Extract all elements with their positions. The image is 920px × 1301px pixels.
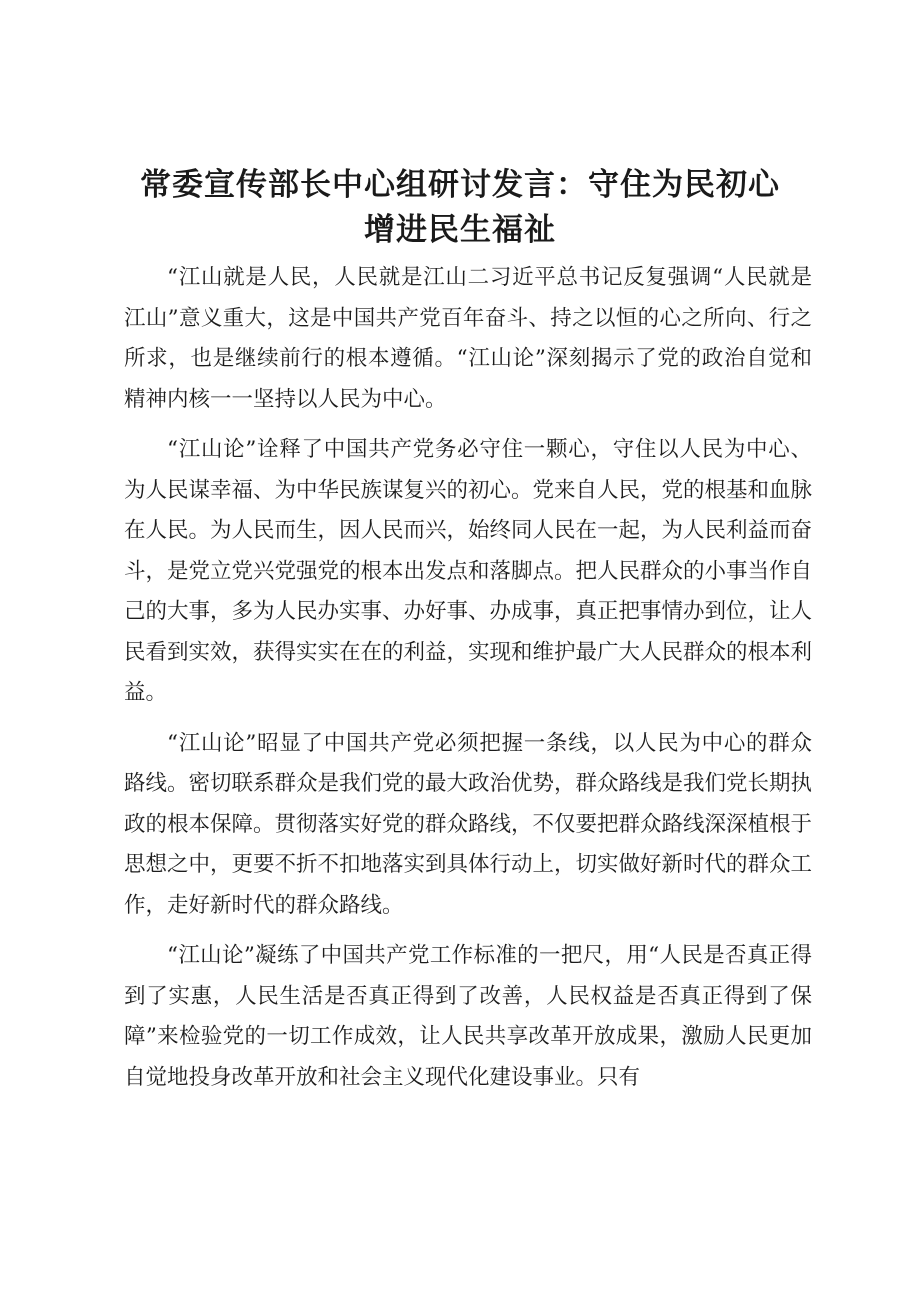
paragraph-3: “江山论”昭显了中国共产党必须把握一条线，以人民为中心的群众路线。密切联系群众是我们党的最大政治优势，群众路线是我们党长期执政的根本保障。贯彻落实好党的群众路线，不仅要把群众路线深深植根于思想之中，更要不折不扣地落实到具体行动上，切实做好新时代的群众工作，走好新时代的群众路线。 bbox=[124, 730, 813, 918]
document-body bbox=[124, 258, 812, 1098]
paragraph-4: “江山论”凝练了中国共产党工作标准的一把尺，用“人民是否真正得到了实惠，人民生活是否真正得到了改善，人民权益是否真正得到了保障”来检验党的一切工作成效，让人民共享改革开放成果，激励人民更加自觉地投身改革开放和社会主义现代化建设事业。只有 bbox=[124, 943, 812, 1090]
paragraph-1: “江山就是人民，人民就是江山二习近平总书记反复强调“人民就是江山”意义重大，这是中国共产党百年奋斗、持之以恒的心之所向、行之所求，也是继续前行的根本遵循。“江山论”深刻揭示了党的政治自觉和精神内核一一坚持以人民为中心。 bbox=[124, 265, 812, 412]
title-line-2: 增进民生福祉 bbox=[364, 212, 556, 248]
paragraph-2: “江山论”诠释了中国共产党务必守住一颗心，守住以人民为中心、为人民谋幸福、为中华民族谋复兴的初心。党来自人民，党的根基和血脉在人民。为人民而生，因人民而兴，始终同人民在一起，为人民利益而奋斗，是党立党兴党强党的根本出发点和落脚点。把人民群众的小事当作自己的大事，多为人民办实事、办好事、办成事，真正把事情办到位，让人民看到实效，获得实实在在的利益，实现和维护最广大人民群众的根本利益。 bbox=[124, 437, 813, 705]
document-title bbox=[100, 163, 820, 253]
title-line-1: 常委宣传部长中心组研讨发言：守住为民初心 bbox=[140, 167, 780, 203]
